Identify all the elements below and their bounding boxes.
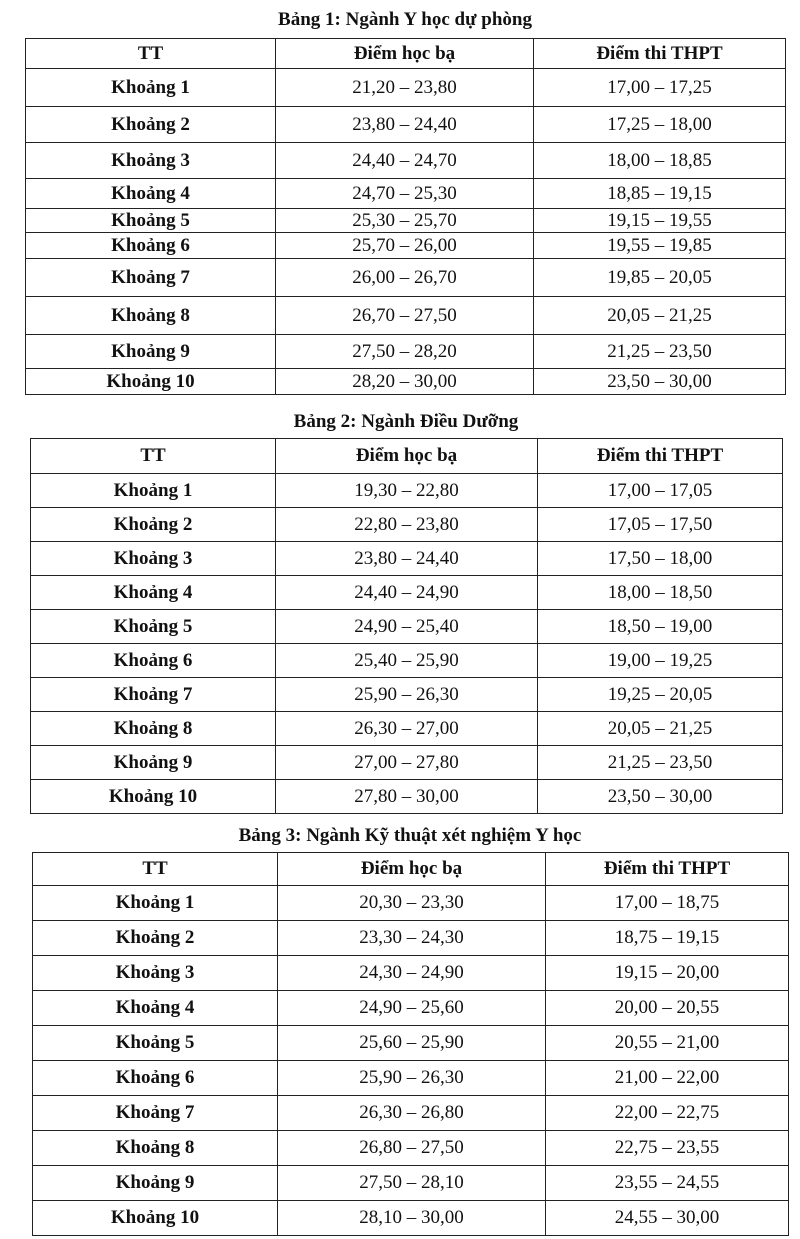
hoc-ba-range: 26,80 – 27,50 — [278, 1131, 546, 1166]
header-diem-thi-thpt: Điểm thi THPT — [534, 39, 786, 69]
hoc-ba-range: 19,30 – 22,80 — [276, 474, 538, 508]
hoc-ba-range: 25,90 – 26,30 — [278, 1061, 546, 1096]
table-1 — [25, 38, 786, 395]
row-label: Khoảng 9 — [26, 335, 276, 369]
thpt-range: 19,15 – 20,00 — [546, 956, 789, 991]
thpt-range: 17,25 – 18,00 — [534, 107, 786, 143]
hoc-ba-range: 26,30 – 26,80 — [278, 1096, 546, 1131]
header-diem-thi-thpt: Điểm thi THPT — [538, 439, 783, 474]
row-label: Khoảng 7 — [26, 259, 276, 297]
hoc-ba-range: 24,70 – 25,30 — [276, 179, 534, 209]
table-2 — [30, 438, 783, 814]
thpt-range: 22,75 – 23,55 — [546, 1131, 789, 1166]
thpt-range: 23,55 – 24,55 — [546, 1166, 789, 1201]
table-row — [26, 69, 786, 107]
hoc-ba-range: 23,80 – 24,40 — [276, 542, 538, 576]
row-label: Khoảng 8 — [31, 712, 276, 746]
header-diem-hoc-ba: Điểm học bạ — [278, 853, 546, 886]
table-row — [31, 644, 783, 678]
row-label: Khoảng 4 — [31, 576, 276, 610]
table-row — [33, 991, 789, 1026]
row-label: Khoảng 6 — [31, 644, 276, 678]
table-row — [33, 1166, 789, 1201]
row-label: Khoảng 2 — [33, 921, 278, 956]
hoc-ba-range: 24,40 – 24,90 — [276, 576, 538, 610]
hoc-ba-range: 26,30 – 27,00 — [276, 712, 538, 746]
header-tt: TT — [33, 853, 278, 886]
thpt-range: 20,05 – 21,25 — [534, 297, 786, 335]
header-diem-thi-thpt: Điểm thi THPT — [546, 853, 789, 886]
hoc-ba-range: 28,20 – 30,00 — [276, 369, 534, 395]
table-header-row — [31, 439, 783, 474]
row-label: Khoảng 7 — [33, 1096, 278, 1131]
row-label: Khoảng 4 — [33, 991, 278, 1026]
table-row — [33, 1026, 789, 1061]
table-header-row — [33, 853, 789, 886]
thpt-range: 19,00 – 19,25 — [538, 644, 783, 678]
thpt-range: 20,05 – 21,25 — [538, 712, 783, 746]
row-label: Khoảng 4 — [26, 179, 276, 209]
table-row — [26, 297, 786, 335]
row-label: Khoảng 8 — [33, 1131, 278, 1166]
thpt-range: 19,85 – 20,05 — [534, 259, 786, 297]
table-1-title: Bảng 1: Ngành Y học dự phòng — [278, 9, 532, 30]
thpt-range: 19,25 – 20,05 — [538, 678, 783, 712]
row-label: Khoảng 6 — [26, 233, 276, 259]
row-label: Khoảng 1 — [31, 474, 276, 508]
thpt-range: 20,55 – 21,00 — [546, 1026, 789, 1061]
hoc-ba-range: 23,80 – 24,40 — [276, 107, 534, 143]
hoc-ba-range: 21,20 – 23,80 — [276, 69, 534, 107]
thpt-range: 19,55 – 19,85 — [534, 233, 786, 259]
table-row — [31, 746, 783, 780]
header-diem-hoc-ba: Điểm học bạ — [276, 439, 538, 474]
row-label: Khoảng 2 — [31, 508, 276, 542]
hoc-ba-range: 25,30 – 25,70 — [276, 209, 534, 233]
table-row — [26, 143, 786, 179]
hoc-ba-range: 24,40 – 24,70 — [276, 143, 534, 179]
row-label: Khoảng 5 — [33, 1026, 278, 1061]
table-row — [31, 678, 783, 712]
table-row — [31, 780, 783, 814]
header-tt: TT — [31, 439, 276, 474]
hoc-ba-range: 26,70 – 27,50 — [276, 297, 534, 335]
table-row — [31, 508, 783, 542]
hoc-ba-range: 24,30 – 24,90 — [278, 956, 546, 991]
table-row — [26, 259, 786, 297]
table-row — [26, 233, 786, 259]
row-label: Khoảng 5 — [31, 610, 276, 644]
table-row — [33, 1096, 789, 1131]
table-3-title: Bảng 3: Ngành Kỹ thuật xét nghiệm Y học — [238, 825, 582, 846]
table-2-title: Bảng 2: Ngành Điều Dưỡng — [293, 411, 519, 432]
table-row — [26, 179, 786, 209]
table-row — [31, 542, 783, 576]
thpt-range: 18,00 – 18,50 — [538, 576, 783, 610]
hoc-ba-range: 24,90 – 25,60 — [278, 991, 546, 1026]
thpt-range: 21,00 – 22,00 — [546, 1061, 789, 1096]
table-row — [26, 107, 786, 143]
row-label: Khoảng 5 — [26, 209, 276, 233]
hoc-ba-range: 27,50 – 28,20 — [276, 335, 534, 369]
thpt-range: 24,55 – 30,00 — [546, 1201, 789, 1236]
hoc-ba-range: 24,90 – 25,40 — [276, 610, 538, 644]
table-row — [31, 474, 783, 508]
row-label: Khoảng 9 — [33, 1166, 278, 1201]
hoc-ba-range: 27,50 – 28,10 — [278, 1166, 546, 1201]
thpt-range: 22,00 – 22,75 — [546, 1096, 789, 1131]
thpt-range: 18,85 – 19,15 — [534, 179, 786, 209]
table-row — [26, 335, 786, 369]
row-label: Khoảng 8 — [26, 297, 276, 335]
thpt-range: 20,00 – 20,55 — [546, 991, 789, 1026]
thpt-range: 17,50 – 18,00 — [538, 542, 783, 576]
thpt-range: 21,25 – 23,50 — [534, 335, 786, 369]
thpt-range: 23,50 – 30,00 — [534, 369, 786, 395]
hoc-ba-range: 22,80 – 23,80 — [276, 508, 538, 542]
row-label: Khoảng 7 — [31, 678, 276, 712]
hoc-ba-range: 25,40 – 25,90 — [276, 644, 538, 678]
table-row — [26, 369, 786, 395]
table-3 — [32, 852, 789, 1236]
table-row — [33, 921, 789, 956]
hoc-ba-range: 27,80 – 30,00 — [276, 780, 538, 814]
header-diem-hoc-ba: Điểm học bạ — [276, 39, 534, 69]
table-row — [33, 956, 789, 991]
row-label: Khoảng 3 — [26, 143, 276, 179]
hoc-ba-range: 23,30 – 24,30 — [278, 921, 546, 956]
thpt-range: 17,00 – 17,05 — [538, 474, 783, 508]
row-label: Khoảng 3 — [33, 956, 278, 991]
hoc-ba-range: 28,10 – 30,00 — [278, 1201, 546, 1236]
hoc-ba-range: 27,00 – 27,80 — [276, 746, 538, 780]
thpt-range: 17,00 – 17,25 — [534, 69, 786, 107]
table-header-row — [26, 39, 786, 69]
row-label: Khoảng 6 — [33, 1061, 278, 1096]
hoc-ba-range: 26,00 – 26,70 — [276, 259, 534, 297]
row-label: Khoảng 1 — [33, 886, 278, 921]
thpt-range: 21,25 – 23,50 — [538, 746, 783, 780]
thpt-range: 18,50 – 19,00 — [538, 610, 783, 644]
table-row — [26, 209, 786, 233]
table-row — [33, 1061, 789, 1096]
hoc-ba-range: 25,60 – 25,90 — [278, 1026, 546, 1061]
thpt-range: 17,00 – 18,75 — [546, 886, 789, 921]
table-row — [33, 886, 789, 921]
table-row — [31, 712, 783, 746]
header-tt: TT — [26, 39, 276, 69]
row-label: Khoảng 10 — [33, 1201, 278, 1236]
hoc-ba-range: 20,30 – 23,30 — [278, 886, 546, 921]
table-row — [33, 1201, 789, 1236]
row-label: Khoảng 1 — [26, 69, 276, 107]
thpt-range: 17,05 – 17,50 — [538, 508, 783, 542]
thpt-range: 23,50 – 30,00 — [538, 780, 783, 814]
row-label: Khoảng 9 — [31, 746, 276, 780]
table-row — [33, 1131, 789, 1166]
table-row — [31, 610, 783, 644]
hoc-ba-range: 25,90 – 26,30 — [276, 678, 538, 712]
table-row — [31, 576, 783, 610]
hoc-ba-range: 25,70 – 26,00 — [276, 233, 534, 259]
thpt-range: 19,15 – 19,55 — [534, 209, 786, 233]
row-label: Khoảng 10 — [31, 780, 276, 814]
row-label: Khoảng 3 — [31, 542, 276, 576]
row-label: Khoảng 2 — [26, 107, 276, 143]
thpt-range: 18,00 – 18,85 — [534, 143, 786, 179]
row-label: Khoảng 10 — [26, 369, 276, 395]
thpt-range: 18,75 – 19,15 — [546, 921, 789, 956]
